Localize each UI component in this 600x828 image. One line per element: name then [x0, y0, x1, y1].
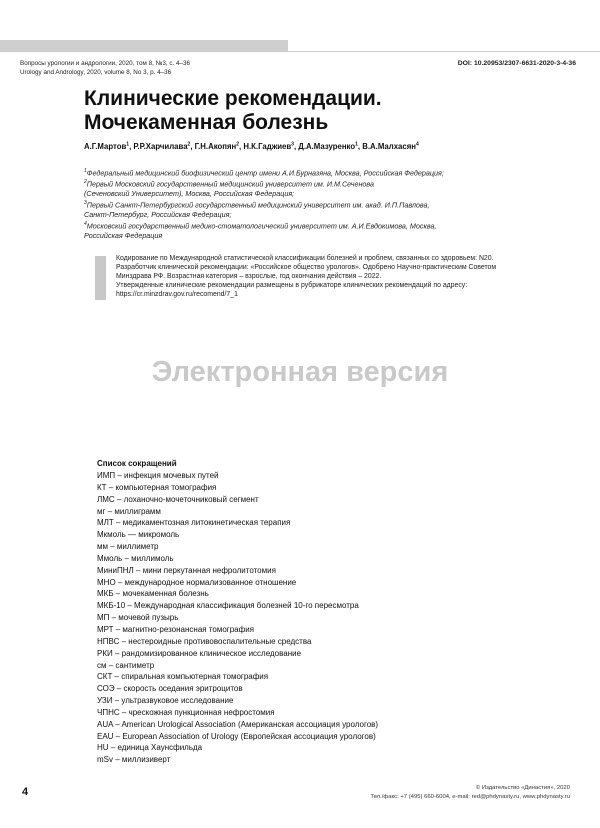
abbreviation-item: ЧПНС – чрескожная пункционная нефростомия	[97, 707, 275, 717]
abbreviation-item: Ммоль – миллимоль	[97, 553, 174, 563]
coding-sidebar-bar	[95, 256, 106, 300]
electronic-version-watermark: Электронная версия	[151, 356, 449, 388]
author: В.А.Малхасян$^4$	[362, 141, 419, 151]
abbreviation-item: МиниПНЛ – мини перкутанная нефролитотомия	[97, 565, 276, 575]
publisher-copyright: © Издательство «Династия», 2020	[475, 785, 570, 791]
affiliation-3-cont: Санкт-Петербург, Российская Федерация;	[84, 210, 232, 220]
author-list	[84, 141, 419, 151]
doi-link[interactable]: DOI: 10.20953/2307-6631-2020-3-4-36	[457, 60, 576, 67]
article-title	[84, 87, 504, 135]
author: Р.Р.Харчилава$^2$,	[133, 141, 195, 151]
journal-citation-ru: Вопросы урологии и андрологии, 2020, том 8, №3, с. 4–36	[20, 60, 190, 67]
author: Д.А.Мазуренко$^1$,	[298, 141, 363, 151]
abbreviation-item: см – сантиметр	[97, 660, 155, 670]
rubricator-link[interactable]: https://cr.minzdrav.gov.ru/recomend/7_1	[116, 291, 238, 298]
author: Г.Н.Акопян$^2$,	[194, 141, 244, 151]
abbreviation-item: AUA – American Urological Association (Американская ассоциация урологов)	[97, 719, 379, 729]
abbreviation-item: ЛМС – лоханочно-мочеточниковый сегмент	[97, 494, 259, 504]
coding-paragraph: Кодирование по Международной статистической классификации болезней и проблем, связанных со здоровьем: N20. Разработчик клинической рекомендации: «Российское общество урологов». Одобрено Научно-практическим Советом Минздрава РФ. Возрастная категория – взрослые, год окончания действия – 2022.	[116, 255, 497, 280]
affiliation-2-cont: (Сеченовский Университет), Москва, Российская Федерация;	[84, 189, 295, 199]
header-rule	[288, 51, 600, 52]
article-title-line2: Мочекаменная болезнь	[84, 111, 329, 134]
abbreviation-item: СКТ – спиральная компьютерная томография	[97, 672, 269, 682]
affiliation-1: $^1$Федеральный медицинский биофизический центр имени А.И.Бурназяна, Москва, Российская Федерация;	[84, 168, 444, 178]
abbreviation-item: ИМП – инфекция мочевых путей	[97, 471, 219, 480]
abbreviation-item: КТ – компьютерная томография	[97, 482, 217, 492]
abbreviation-item: МП – мочевой пузырь	[97, 613, 179, 623]
abbreviation-item: Мкмоль — микромоль	[97, 530, 180, 540]
affiliation-3: $^3$Первый Санкт-Петербургский государственный медицинский университет им. акад. И.П.Павлова,	[84, 200, 430, 210]
header-bar	[0, 40, 288, 52]
abbreviation-item: СОЭ – скорость оседания эритроцитов	[97, 684, 243, 694]
article-title-line1: Клинические рекомендации.	[84, 87, 382, 110]
page-number: 4	[22, 786, 29, 798]
affiliation-4-cont: Российская Федерация	[84, 231, 163, 241]
publisher-footer	[370, 784, 570, 802]
affiliation-4: $^4$Московский государственный медико-стоматологический университет им. А.И.Евдокимова, Москва,	[84, 221, 437, 231]
abbreviation-item: МНО – международное нормализованное отношение	[97, 577, 297, 587]
journal-citation	[20, 59, 190, 77]
abbreviation-item: EAU – European Association of Urology (Европейская ассоциация урологов)	[97, 731, 376, 741]
abbreviations-list	[97, 470, 517, 766]
affiliations	[84, 167, 564, 241]
abbreviation-item: mSv – миллизиверт	[97, 755, 171, 765]
abbreviations-section	[97, 458, 517, 766]
abbreviations-title: Список сокращений	[97, 459, 177, 468]
publisher-contacts: Тел./факс: +7 (495) 660-6004, e-mail: red@phdynasty.ru, www.phdynasty.ru	[370, 794, 570, 800]
author: А.Г.Мартов$^1$,	[84, 141, 134, 151]
rubricator-paragraph: Утвержденные клинические рекомендации размещены в рубрикаторе клинических рекомендаций по адресу: https://cr.minzdrav.gov.ru/recomend/7_1	[116, 282, 468, 298]
abbreviation-item: МКБ – мочекаменная болезнь	[97, 589, 209, 599]
abbreviation-item: мм – миллиметр	[97, 542, 159, 552]
abbreviation-item: УЗИ – ультразвуковое исследование	[97, 696, 234, 706]
journal-citation-en: Urology and Andrology, 2020, volume 8, No 3, p. 4–36	[20, 69, 172, 76]
affiliation-2: $^2$Первый Московский государственный медицинский университет им. И.М.Сеченова	[84, 179, 375, 189]
coding-info	[116, 254, 576, 299]
author: Н.К.Гаджиев$^3$,	[243, 141, 299, 151]
abbreviation-item: МКБ-10 – Международная классификация болезней 10-го пересмотра	[97, 601, 359, 611]
abbreviation-item: РКИ – рандомизированное клиническое исследование	[97, 648, 302, 658]
abbreviation-item: МЛТ – медикаментозная литокинетическая терапия	[97, 518, 291, 528]
abbreviation-item: мг – миллиграмм	[97, 506, 161, 516]
abbreviation-item: МРТ – магнитно-резонансная томография	[97, 624, 254, 634]
abbreviation-item: НПВС – нестероидные противовоспалительные средства	[97, 636, 312, 646]
abbreviation-item: HU – единица Хаунсфильда	[97, 743, 203, 753]
